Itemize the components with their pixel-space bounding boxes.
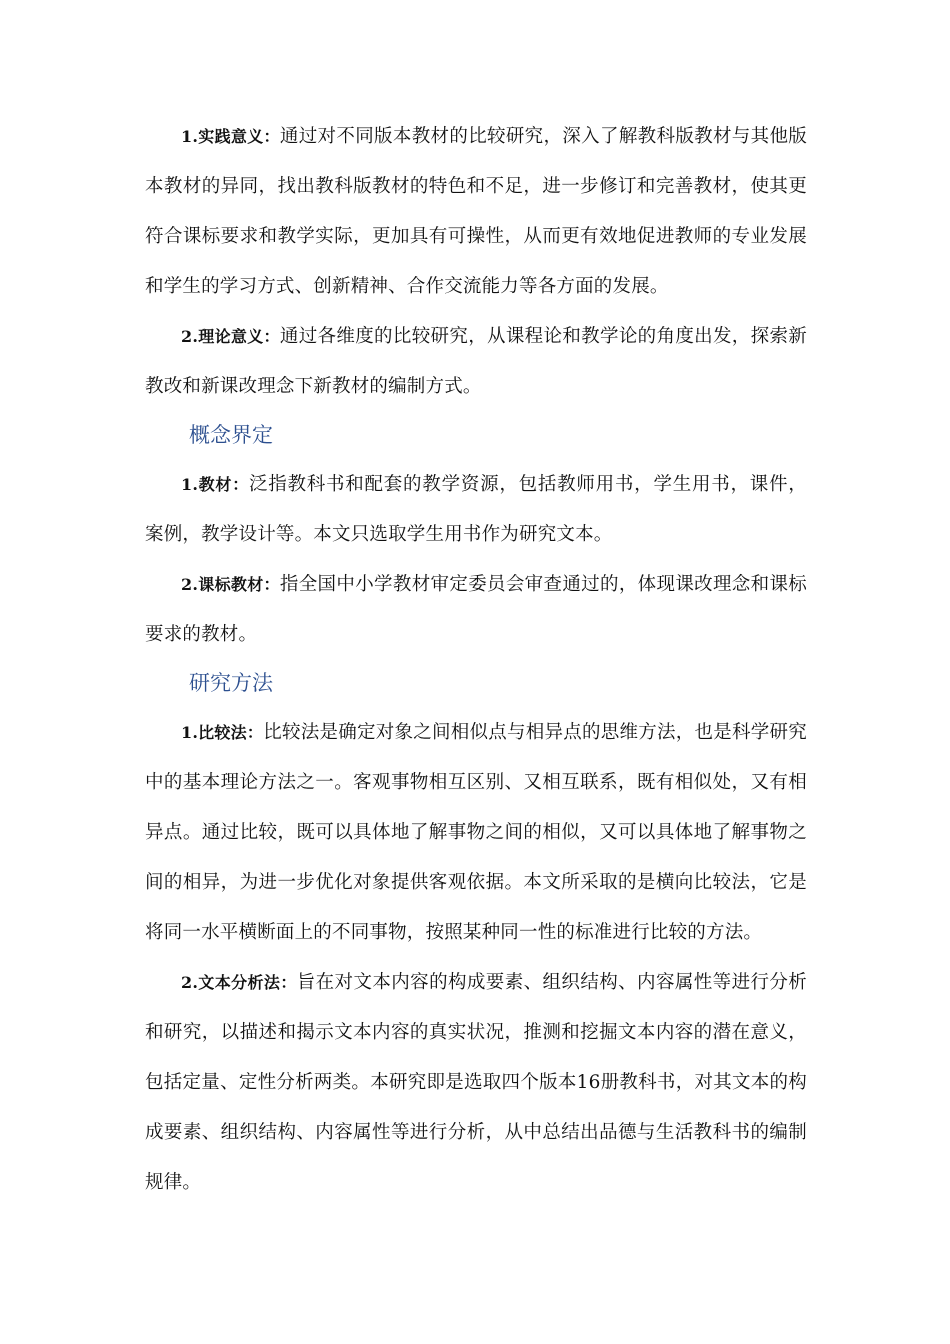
paragraph-practical-significance bbox=[145, 112, 807, 312]
paragraph-lead: 1.教材： bbox=[181, 475, 249, 494]
paragraph-text: 旨在对文本内容的构成要素、组织结构、内容属性等进行分析和研究，以描述和揭示文本内容的真实状况，推测和挖掘文本内容的潜在意义，包括定量、定性分析两类。本研究即是选取四个版本16册教科书，对其文本的构成要素、组织结构、内容属性等进行分析，从中总结出品德与生活教科书的编制规律。 bbox=[145, 972, 807, 1193]
paragraph-theoretical-significance bbox=[145, 312, 807, 412]
paragraph-comparison-method bbox=[145, 708, 807, 958]
paragraph-text: 泛指教科书和配套的教学资源，包括教师用书，学生用书，课件，案例，教学设计等。本文只选取学生用书作为研究文本。 bbox=[145, 474, 807, 545]
paragraph-lead: 2.理论意义： bbox=[181, 327, 280, 346]
section-heading-concepts: 概念界定 bbox=[189, 423, 273, 447]
document-body bbox=[145, 112, 807, 1208]
paragraph-standard-material bbox=[145, 560, 807, 660]
paragraph-lead: 2.课标教材： bbox=[181, 575, 280, 594]
paragraph-text-analysis-method bbox=[145, 958, 807, 1208]
paragraph-text: 通过各维度的比较研究，从课程论和教学论的角度出发，探索新教改和新课改理念下新教材的编制方式。 bbox=[145, 326, 807, 397]
paragraph-teaching-material bbox=[145, 460, 807, 560]
paragraph-text: 指全国中小学教材审定委员会审查通过的，体现课改理念和课标要求的教材。 bbox=[145, 574, 807, 645]
section-heading-methods: 研究方法 bbox=[189, 671, 273, 695]
paragraph-lead: 1.比较法： bbox=[181, 723, 264, 742]
paragraph-lead: 2.文本分析法： bbox=[181, 973, 297, 992]
paragraph-text: 比较法是确定对象之间相似点与相异点的思维方法，也是科学研究中的基本理论方法之一。客观事物相互区别、又相互联系，既有相似处，又有相异点。通过比较，既可以具体地了解事物之间的相似，又可以具体地了解事物之间的相异，为进一步优化对象提供客观依据。本文所采取的是横向比较法，它是将同一水平横断面上的不同事物，按照某种同一性的标准进行比较的方法。 bbox=[145, 722, 808, 943]
paragraph-lead: 1.实践意义： bbox=[181, 127, 280, 146]
paragraph-text: 通过对不同版本教材的比较研究，深入了解教科版教材与其他版本教材的异同，找出教科版教材的特色和不足，进一步修订和完善教材，使其更符合课标要求和教学实际，更加具有可操性，从而更有效地促进教师的专业发展和学生的学习方式、创新精神、合作交流能力等各方面的发展。 bbox=[145, 126, 807, 297]
